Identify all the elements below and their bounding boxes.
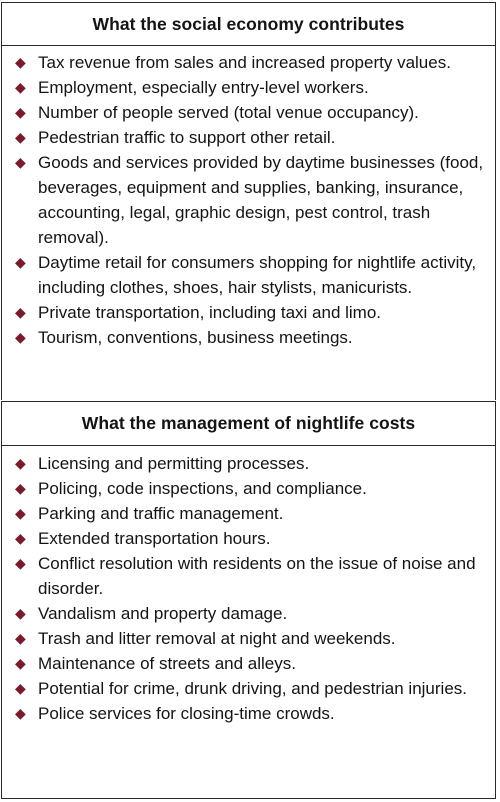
list-item-text: Parking and traffic management. (38, 504, 284, 523)
diamond-bullet-icon: ◆ (15, 630, 26, 646)
list-item-text: Vandalism and property damage. (38, 604, 288, 623)
list-item (2, 651, 495, 676)
list-item-text: Policing, code inspections, and compliance. (38, 479, 367, 498)
costs-list (2, 446, 495, 726)
list-item-text: Police services for closing-time crowds. (38, 704, 335, 723)
list-item (2, 701, 495, 726)
list-item-text: Goods and services provided by daytime businesses (food, beverages, equipment and supplies, banking, insurance, accounting, legal, graphic design, pest control, trash removal). (38, 153, 484, 247)
list-item (2, 451, 495, 476)
list-item (2, 601, 495, 626)
diamond-bullet-icon: ◆ (15, 154, 26, 170)
list-item-text: Potential for crime, drunk driving, and pedestrian injuries. (38, 679, 467, 698)
list-item-text: Extended transportation hours. (38, 529, 271, 548)
list-item (2, 551, 495, 601)
list-item (2, 476, 495, 501)
list-item-text: Tourism, conventions, business meetings. (38, 328, 353, 347)
diamond-bullet-icon: ◆ (15, 254, 26, 270)
diamond-bullet-icon: ◆ (15, 705, 26, 721)
contributions-header: What the social economy contributes (2, 3, 495, 46)
list-item-text: Pedestrian traffic to support other retail. (38, 128, 336, 147)
list-item (2, 626, 495, 651)
diamond-bullet-icon: ◆ (15, 129, 26, 145)
list-item (2, 100, 495, 125)
diamond-bullet-icon: ◆ (15, 505, 26, 521)
list-item (2, 250, 495, 300)
list-item-text: Maintenance of streets and alleys. (38, 654, 296, 673)
diamond-bullet-icon: ◆ (15, 455, 26, 471)
list-item (2, 676, 495, 701)
diamond-bullet-icon: ◆ (15, 555, 26, 571)
list-item-text: Licensing and permitting processes. (38, 454, 310, 473)
diamond-bullet-icon: ◆ (15, 104, 26, 120)
contributions-list (2, 46, 495, 350)
list-item-text: Conflict resolution with residents on the issue of noise and disorder. (38, 554, 476, 598)
list-item (2, 526, 495, 551)
list-item (2, 150, 495, 250)
list-item (2, 501, 495, 526)
list-item (2, 125, 495, 150)
diamond-bullet-icon: ◆ (15, 530, 26, 546)
diamond-bullet-icon: ◆ (15, 480, 26, 496)
list-item-text: Private transportation, including taxi and limo. (38, 303, 382, 322)
list-item (2, 300, 495, 325)
diamond-bullet-icon: ◆ (15, 329, 26, 345)
list-item-text: Daytime retail for consumers shopping for nightlife activity, including clothes, shoes, hair stylists, manicurists. (38, 253, 477, 297)
diamond-bullet-icon: ◆ (15, 54, 26, 70)
costs-table (1, 401, 496, 799)
list-item-text: Number of people served (total venue occupancy). (38, 103, 419, 122)
list-item-text: Tax revenue from sales and increased property values. (38, 53, 451, 72)
diamond-bullet-icon: ◆ (15, 680, 26, 696)
list-item-text: Employment, especially entry-level workers. (38, 78, 369, 97)
contributions-table (1, 2, 496, 400)
diamond-bullet-icon: ◆ (15, 605, 26, 621)
list-item (2, 50, 495, 75)
list-item-text: Trash and litter removal at night and weekends. (38, 629, 396, 648)
diamond-bullet-icon: ◆ (15, 655, 26, 671)
list-item (2, 75, 495, 100)
diamond-bullet-icon: ◆ (15, 79, 26, 95)
diamond-bullet-icon: ◆ (15, 304, 26, 320)
list-item (2, 325, 495, 350)
costs-header: What the management of nightlife costs (2, 402, 495, 446)
